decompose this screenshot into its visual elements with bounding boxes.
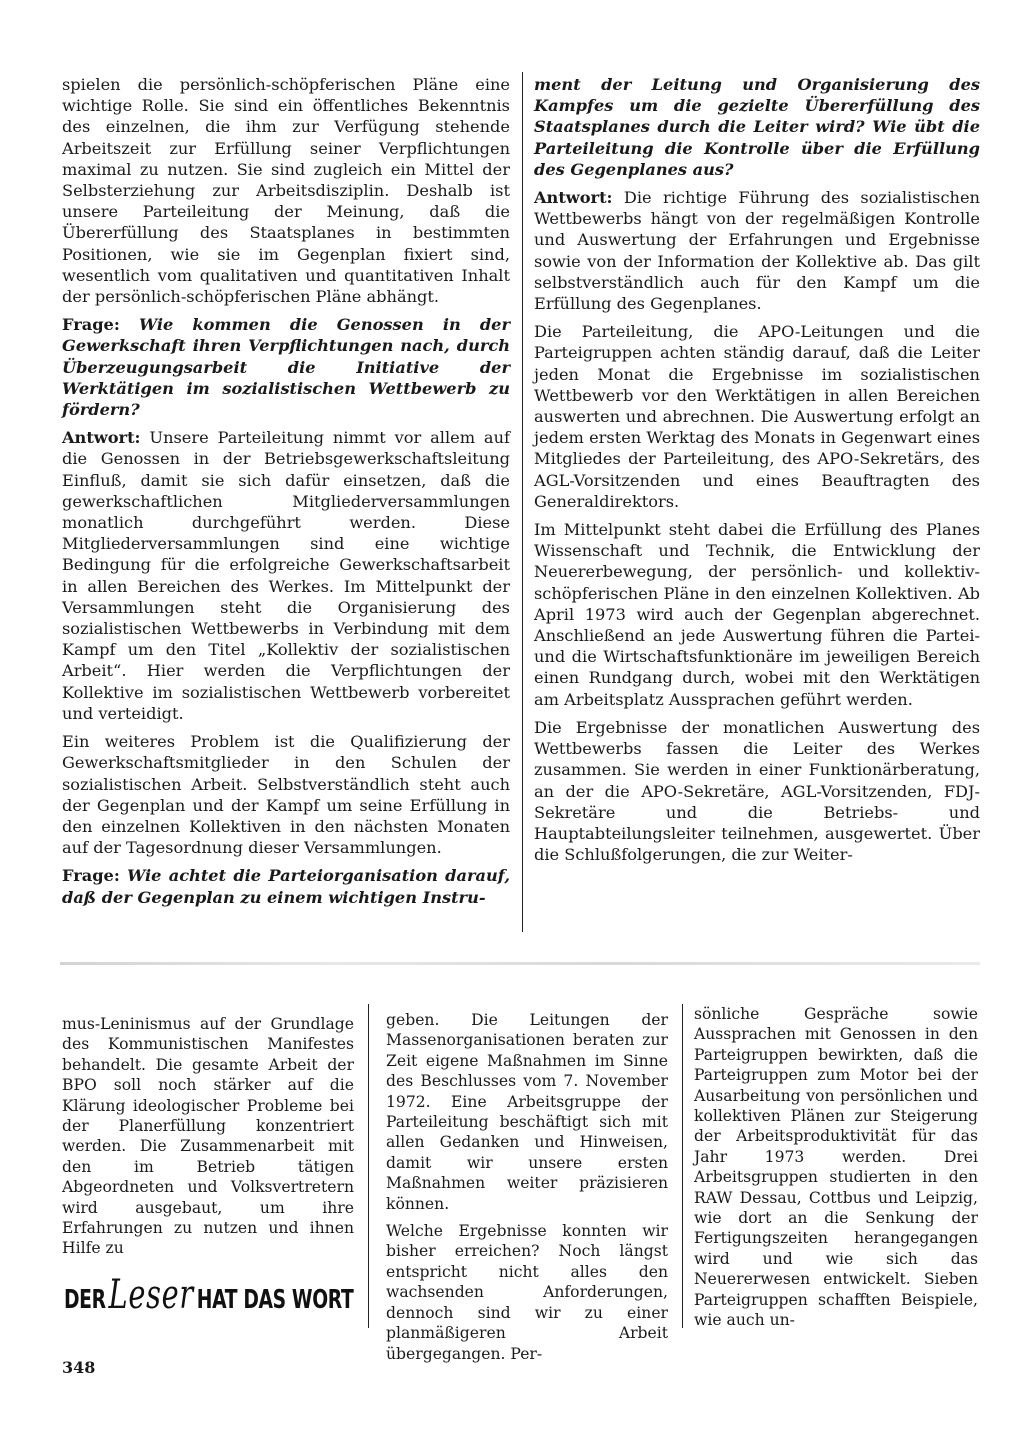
question-label: Frage: [62,866,120,886]
logo-leser: Leser [108,1272,194,1318]
question [62,865,510,907]
paragraph: sönliche Gespräche sowie Aussprachen mit Genossen in den Parteigruppen bewirkten, daß die Parteigruppen zum Motor bei der Ausarbeitung von persönlichen und kollektiven Plänen zur Steigerung der Arbeitsproduktivität für das Jahr 1973 werden. Drei Arbeitsgruppen studierten in den RAW Dessau, Cottbus und Leipzig, wie dort an die Senkung der Fertigungszeiten herangegangen wird und wie sich das Neuererwesen entwickelt. Sieben Parteigruppen schafften Beispiele, wie auch un- [694,1005,978,1330]
column-logo [64,1272,353,1318]
bottom-column-2 [386,1010,668,1371]
column-divider [522,72,523,932]
answer-label: Antwort: [534,188,613,208]
answer-label: Antwort: [62,428,141,448]
paragraph: Die Ergebnisse der monatlichen Auswertung des Wettbewerbs fassen die Leiter des Werkes zusammen. Sie werden in einer Funktionärberatung, an der die APO-Sekretäre, AGL-Vorsitzenden, FDJ-Sekretäre und die Betriebs- und Hauptabteilungsleiter teilnehmen, ausgewertet. Über die Schlußfolgerungen, die zur Weiter- [534,717,980,865]
top-right-column [534,74,980,872]
logo-hat-das-wort: HAT DAS WORT [196,1285,354,1315]
bottom-column-1 [62,1014,354,1266]
paragraph: Ein weiteres Problem ist die Qualifizierung der Gewerkschaftsmitglieder in den Schulen der sozialistischen Arbeit. Selbstverständlich steht auch der Gegenplan und der Kampf um seine Erfüllung in den einzelnen Kollektiven in den nächsten Monaten auf der Tagesordnung dieser Versammlungen. [62,732,510,858]
top-left-column [62,74,510,915]
answer-text: Die richtige Führung des sozialistischen Wettbewerbs hängt von der regelmäßigen Kontrolle und Auswertung der Erfahrungen und Ergebnisse sowie von der Information der Kollektive ab. Das gilt selbstverständlich auch für den Kampf um die Erfüllung des Gegenplanes. [534,188,980,314]
question [62,314,510,420]
question-continuation: ment der Leitung und Organisierung des Kampfes um die gezielte Übererfüllung des Staatsplanes durch die Leiter wird? Wie übt die Parteileitung die Kontrolle über die Erfüllung des Gegenplanes aus? [534,75,980,179]
logo-der: DER [64,1285,106,1315]
column-divider [682,1004,683,1328]
question-text: Wie achtet die Parteiorganisation darauf, daß der Gegenplan zu einem wichtigen Instru- [62,866,510,907]
answer [534,187,980,314]
bottom-column-3 [694,1004,978,1338]
answer-text: Unsere Parteileitung nimmt vor allem auf die Genossen in der Betriebsgewerkschaftsleitung Einfluß, damit sie sich dafür einsetzen, daß die gewerkschaftlichen Mitgliederversammlungen monatlich durchgeführt werden. Diese Mitgliederversammlungen sind eine wichtige Bedingung für die erfolgreiche Gewerkschaftsarbeit in allen Bereichen des Werkes. Im Mittelpunkt der Versammlungen steht die Organisierung des sozialistischen Wettbewerbs in Verbindung mit dem Kampf um den Titel „Kollektiv der sozialistischen Arbeit“. Hier werden die Verpflichtungen der Kollektive im sozialistischen Wettbewerb vorbereitet und verteidigt. [62,428,510,723]
answer [62,427,510,724]
question-label: Frage: [62,315,120,335]
paragraph: mus-Leninismus auf der Grundlage des Kommunistischen Manifestes behandelt. Die gesamte Arbeit der BPO soll noch stärker auf die Klärung ideologischer Probleme bei der Planerfüllung konzentriert werden. Die Zusammenarbeit mit den im Betrieb tätigen Abgeordneten und Volksvertretern wird ausgebaut, um ihre Erfahrungen zu nutzen und ihnen Hilfe zu [62,1015,354,1258]
section-separator [60,962,980,965]
paragraph: Im Mittelpunkt steht dabei die Erfüllung des Planes Wissenschaft und Technik, die Entwicklung der Neuererbewegung, der persönlich- und kollektiv-schöpferischen Pläne in den einzelnen Kollektiven. Ab April 1973 wird auch der Gegenplan abgerechnet. Anschließend an jede Auswertung führen die Partei- und die Wirtschaftsfunktionäre im jeweiligen Bereich einen Rundgang durch, wobei mit den Werktätigen am Arbeitsplatz Aussprachen geführt werden. [534,520,980,709]
page-number: 348 [62,1358,96,1377]
question-text: Wie kommen die Genossen in der Gewerkschaft ihren Verpflichtungen nach, durch Überzeugungsarbeit die Initiative der Werktätigen im sozialistischen Wettbewerb zu fördern? [62,315,510,420]
paragraph: Die Parteileitung, die APO-Leitungen und die Parteigruppen achten ständig darauf, daß die Leiter jeden Monat die Ergebnisse im sozialistischen Wettbewerb vor den Werktätigen in allen Bereichen auswerten und abrechnen. Die Auswertung erfolgt an jedem ersten Werktag des Monats in Gegenwart eines Mitgliedes der Parteileitung, des APO-Sekretärs, des AGL-Vorsitzenden und eines Beauftragten des Generaldirektors. [534,322,980,511]
column-divider [368,1004,369,1328]
paragraph: geben. Die Leitungen der Massenorganisationen beraten zur Zeit eigene Maßnahmen im Sinne des Beschlusses vom 7. November 1972. Eine Arbeitsgruppe der Parteileitung beschäftigt sich mit allen Gedanken und Hinweisen, damit wir unsere ersten Maßnahmen weiter präzisieren können. [386,1011,668,1213]
paragraph: Welche Ergebnisse konnten wir bisher erreichen? Noch längst entspricht nicht alles den wachsenden Anforderungen, dennoch sind wir zu einer planmäßigeren Arbeit übergegangen. Per- [386,1222,668,1363]
paragraph: spielen die persönlich-schöpferischen Pläne eine wichtige Rolle. Sie sind ein öffentliches Bekenntnis des einzelnen, die ihm zur Verfügung stehende Arbeitszeit zur Erfüllung seiner Verpflichtungen maximal zu nutzen. Sie sind zugleich ein Mittel der Selbsterziehung zur Arbeitsdisziplin. Deshalb ist unsere Parteileitung der Meinung, daß die Übererfüllung des Staatsplanes in bestimmten Positionen, wie sie im Gegenplan fixiert sind, wesentlich vom qualitativen und quantitativen Inhalt der persönlich-schöpferischen Pläne abhängt. [62,75,510,307]
